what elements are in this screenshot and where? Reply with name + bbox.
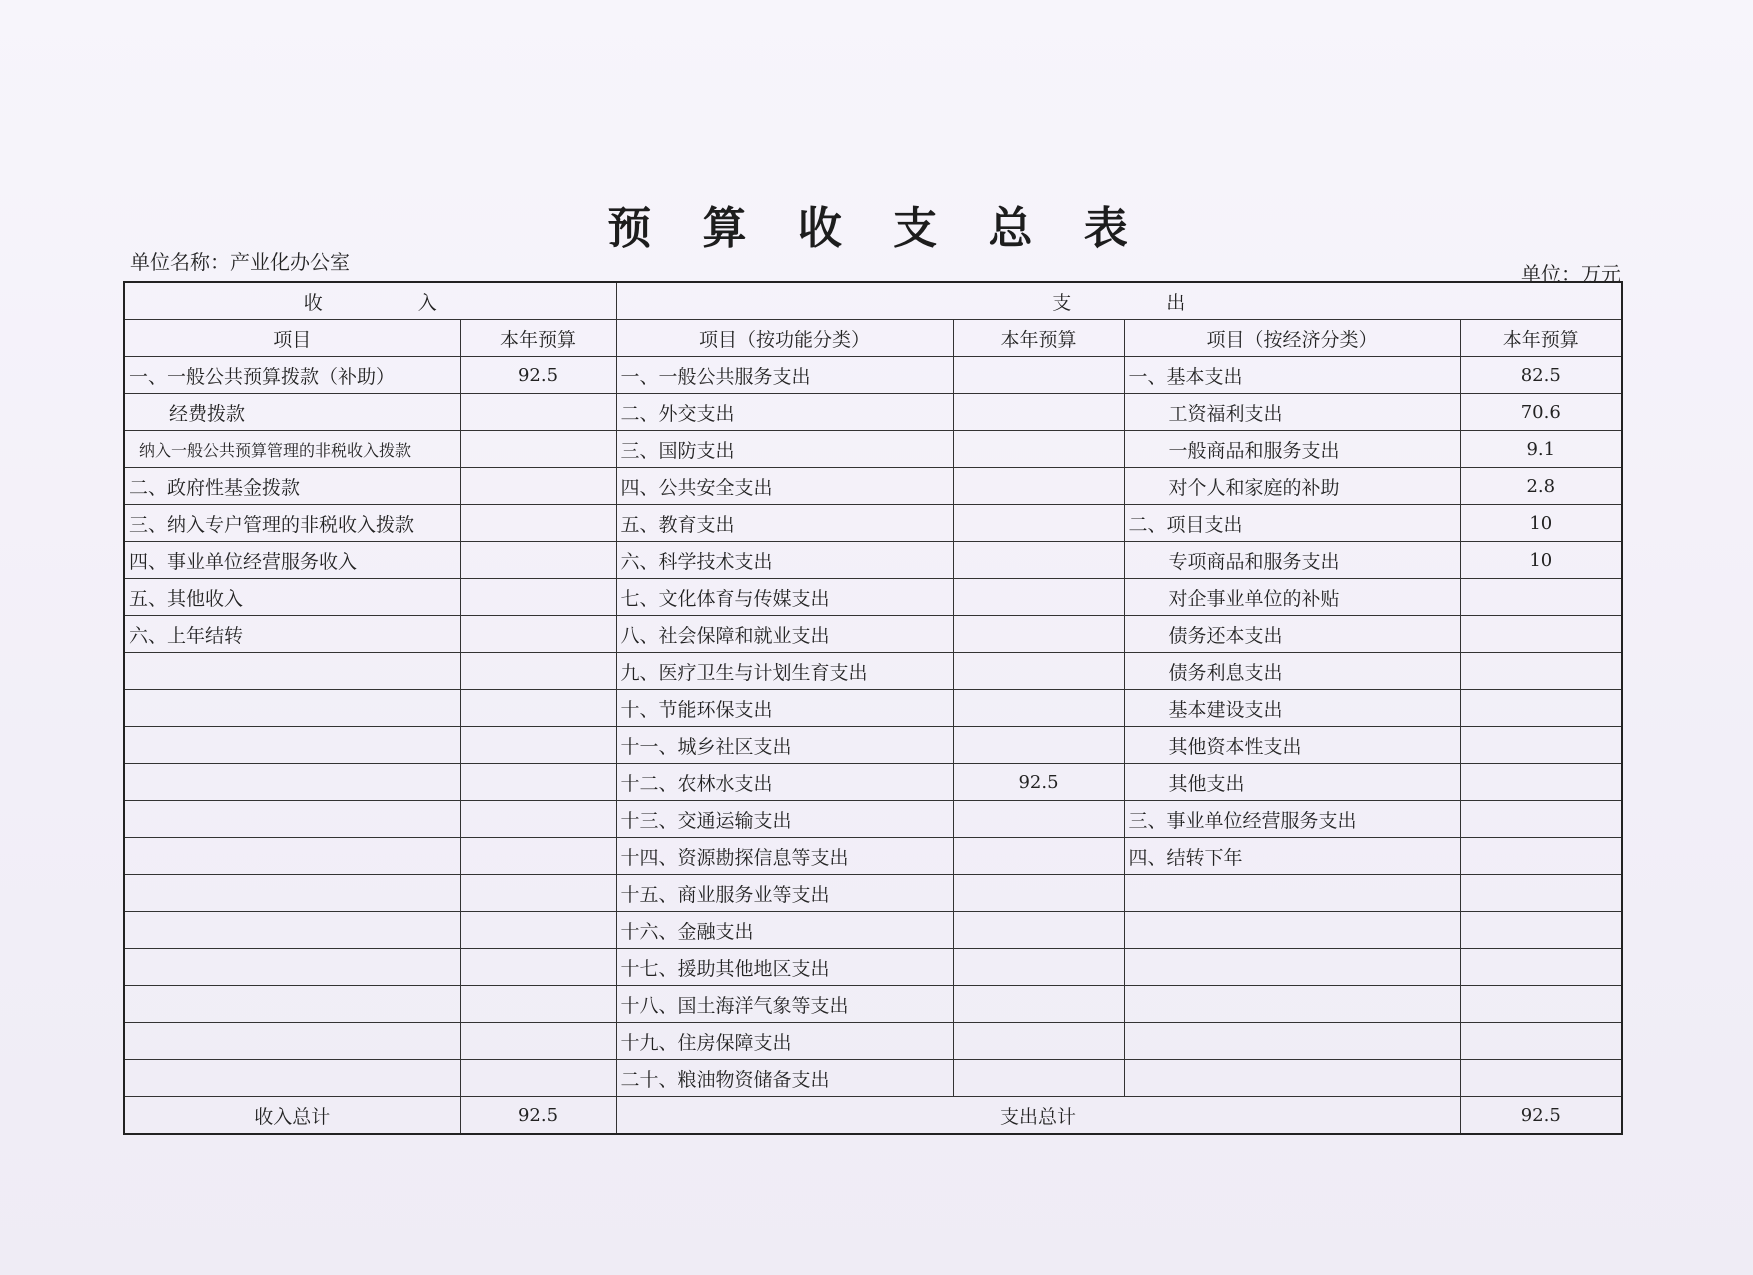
func-value-cell xyxy=(953,357,1124,394)
income-value-cell xyxy=(460,727,616,764)
table-row xyxy=(124,727,1622,764)
income-value-cell xyxy=(460,653,616,690)
table-row xyxy=(124,764,1622,801)
func-item-cell: 七、文化体育与传媒支出 xyxy=(616,579,953,616)
econ-item-cell xyxy=(1124,1060,1460,1097)
func-item-cell: 十七、援助其他地区支出 xyxy=(616,949,953,986)
income-item-cell xyxy=(124,727,460,764)
func-budget-header: 本年预算 xyxy=(953,320,1124,357)
func-item-cell: 三、国防支出 xyxy=(616,431,953,468)
unit-name: 单位名称：产业化办公室 xyxy=(130,250,350,274)
econ-item-cell: 二、项目支出 xyxy=(1124,505,1460,542)
func-value-cell xyxy=(953,838,1124,875)
table-row xyxy=(124,690,1622,727)
expense-total-label: 支出总计 xyxy=(616,1097,1460,1135)
func-item-cell: 二、外交支出 xyxy=(616,394,953,431)
func-value-cell xyxy=(953,394,1124,431)
econ-value-cell xyxy=(1460,912,1622,949)
income-item-cell: 经费拨款 xyxy=(124,394,460,431)
table-row xyxy=(124,1023,1622,1060)
econ-value-cell xyxy=(1460,616,1622,653)
budget-table xyxy=(123,281,1623,1135)
table-row xyxy=(124,357,1622,394)
income-value-cell xyxy=(460,394,616,431)
income-value-cell xyxy=(460,579,616,616)
func-value-cell xyxy=(953,1060,1124,1097)
econ-value-cell xyxy=(1460,875,1622,912)
func-value-cell xyxy=(953,542,1124,579)
income-value-cell xyxy=(460,616,616,653)
econ-value-cell: 10 xyxy=(1460,505,1622,542)
income-value-cell xyxy=(460,838,616,875)
table-row xyxy=(124,616,1622,653)
func-item-cell: 六、科学技术支出 xyxy=(616,542,953,579)
func-value-cell xyxy=(953,727,1124,764)
income-value-cell xyxy=(460,431,616,468)
func-item-cell: 十一、城乡社区支出 xyxy=(616,727,953,764)
func-value-cell xyxy=(953,579,1124,616)
econ-item-cell: 其他支出 xyxy=(1124,764,1460,801)
econ-value-cell: 9.1 xyxy=(1460,431,1622,468)
income-item-cell: 二、政府性基金拨款 xyxy=(124,468,460,505)
table-row xyxy=(124,542,1622,579)
func-value-cell xyxy=(953,986,1124,1023)
income-item-cell xyxy=(124,1023,460,1060)
income-total-label: 收入总计 xyxy=(124,1097,460,1135)
func-item-cell: 一、一般公共服务支出 xyxy=(616,357,953,394)
econ-item-cell: 债务还本支出 xyxy=(1124,616,1460,653)
econ-item-cell xyxy=(1124,986,1460,1023)
income-item-cell xyxy=(124,986,460,1023)
income-item-cell: 三、纳入专户管理的非税收入拨款 xyxy=(124,505,460,542)
income-value-cell xyxy=(460,986,616,1023)
func-item-cell: 十八、国土海洋气象等支出 xyxy=(616,986,953,1023)
func-item-cell: 九、医疗卫生与计划生育支出 xyxy=(616,653,953,690)
func-item-cell: 四、公共安全支出 xyxy=(616,468,953,505)
income-item-header: 项目 xyxy=(124,320,460,357)
income-value-cell xyxy=(460,949,616,986)
header-row-columns xyxy=(124,320,1622,357)
income-value-cell xyxy=(460,505,616,542)
econ-value-cell: 10 xyxy=(1460,542,1622,579)
func-value-cell: 92.5 xyxy=(953,764,1124,801)
func-item-cell: 十三、交通运输支出 xyxy=(616,801,953,838)
econ-value-cell xyxy=(1460,653,1622,690)
econ-value-cell xyxy=(1460,579,1622,616)
func-value-cell xyxy=(953,949,1124,986)
income-value-cell xyxy=(460,875,616,912)
func-value-cell xyxy=(953,690,1124,727)
func-value-cell xyxy=(953,431,1124,468)
econ-item-cell: 专项商品和服务支出 xyxy=(1124,542,1460,579)
econ-value-cell xyxy=(1460,838,1622,875)
income-value-cell xyxy=(460,912,616,949)
econ-item-cell xyxy=(1124,875,1460,912)
table-row xyxy=(124,949,1622,986)
income-item-cell: 四、事业单位经营服务收入 xyxy=(124,542,460,579)
func-item-cell: 十九、住房保障支出 xyxy=(616,1023,953,1060)
econ-item-cell: 对企事业单位的补贴 xyxy=(1124,579,1460,616)
income-item-cell: 五、其他收入 xyxy=(124,579,460,616)
econ-item-cell: 工资福利支出 xyxy=(1124,394,1460,431)
table-row xyxy=(124,1060,1622,1097)
income-header: 收 入 xyxy=(124,282,616,320)
func-value-cell xyxy=(953,801,1124,838)
table-row xyxy=(124,468,1622,505)
table-row xyxy=(124,431,1622,468)
func-item-header: 项目（按功能分类） xyxy=(616,320,953,357)
table-row xyxy=(124,986,1622,1023)
table-row xyxy=(124,801,1622,838)
income-item-cell xyxy=(124,653,460,690)
econ-item-cell xyxy=(1124,949,1460,986)
econ-item-cell: 一般商品和服务支出 xyxy=(1124,431,1460,468)
econ-value-cell xyxy=(1460,986,1622,1023)
func-value-cell xyxy=(953,505,1124,542)
func-value-cell xyxy=(953,1023,1124,1060)
table-row xyxy=(124,875,1622,912)
income-item-cell xyxy=(124,764,460,801)
income-item-cell xyxy=(124,838,460,875)
econ-item-cell xyxy=(1124,1023,1460,1060)
page-title: 预 算 收 支 总 表 xyxy=(607,203,1146,254)
income-budget-header: 本年预算 xyxy=(460,320,616,357)
income-value-cell xyxy=(460,1060,616,1097)
econ-item-cell: 其他资本性支出 xyxy=(1124,727,1460,764)
econ-item-cell xyxy=(1124,912,1460,949)
income-value-cell xyxy=(460,542,616,579)
income-item-cell xyxy=(124,1060,460,1097)
income-value-cell xyxy=(460,764,616,801)
econ-value-cell: 70.6 xyxy=(1460,394,1622,431)
table-row xyxy=(124,653,1622,690)
econ-budget-header: 本年预算 xyxy=(1460,320,1622,357)
func-value-cell xyxy=(953,912,1124,949)
table-row xyxy=(124,579,1622,616)
income-value-cell xyxy=(460,690,616,727)
income-value-cell xyxy=(460,1023,616,1060)
func-item-cell: 八、社会保障和就业支出 xyxy=(616,616,953,653)
income-item-cell xyxy=(124,912,460,949)
income-value-cell xyxy=(460,801,616,838)
econ-value-cell xyxy=(1460,690,1622,727)
func-item-cell: 二十、粮油物资储备支出 xyxy=(616,1060,953,1097)
func-item-cell: 十四、资源勘探信息等支出 xyxy=(616,838,953,875)
func-value-cell xyxy=(953,468,1124,505)
econ-value-cell xyxy=(1460,727,1622,764)
econ-item-header: 项目（按经济分类） xyxy=(1124,320,1460,357)
econ-item-cell: 对个人和家庭的补助 xyxy=(1124,468,1460,505)
income-item-cell xyxy=(124,690,460,727)
expense-header: 支 出 xyxy=(616,282,1622,320)
econ-value-cell xyxy=(1460,949,1622,986)
func-item-cell: 十六、金融支出 xyxy=(616,912,953,949)
func-value-cell xyxy=(953,616,1124,653)
currency-unit: 单位：万元 xyxy=(1521,262,1621,286)
table-row xyxy=(124,912,1622,949)
income-value-cell: 92.5 xyxy=(460,357,616,394)
func-value-cell xyxy=(953,875,1124,912)
income-value-cell xyxy=(460,468,616,505)
totals-row xyxy=(124,1097,1622,1135)
expense-total-value: 92.5 xyxy=(1460,1097,1622,1135)
income-item-cell: 一、一般公共预算拨款（补助） xyxy=(124,357,460,394)
econ-value-cell xyxy=(1460,764,1622,801)
table-row xyxy=(124,394,1622,431)
header-row-sections xyxy=(124,282,1622,320)
econ-item-cell: 一、基本支出 xyxy=(1124,357,1460,394)
econ-value-cell: 82.5 xyxy=(1460,357,1622,394)
income-item-cell xyxy=(124,949,460,986)
table-row xyxy=(124,505,1622,542)
func-item-cell: 十、节能环保支出 xyxy=(616,690,953,727)
func-value-cell xyxy=(953,653,1124,690)
econ-item-cell: 四、结转下年 xyxy=(1124,838,1460,875)
table-row xyxy=(124,838,1622,875)
income-total-value: 92.5 xyxy=(460,1097,616,1135)
econ-item-cell: 基本建设支出 xyxy=(1124,690,1460,727)
income-item-cell xyxy=(124,801,460,838)
econ-item-cell: 三、事业单位经营服务支出 xyxy=(1124,801,1460,838)
econ-value-cell xyxy=(1460,801,1622,838)
income-item-cell xyxy=(124,875,460,912)
econ-value-cell: 2.8 xyxy=(1460,468,1622,505)
econ-item-cell: 债务利息支出 xyxy=(1124,653,1460,690)
income-item-cell: 纳入一般公共预算管理的非税收入拨款 xyxy=(124,431,460,468)
func-item-cell: 十五、商业服务业等支出 xyxy=(616,875,953,912)
func-item-cell: 十二、农林水支出 xyxy=(616,764,953,801)
econ-value-cell xyxy=(1460,1023,1622,1060)
func-item-cell: 五、教育支出 xyxy=(616,505,953,542)
income-item-cell: 六、上年结转 xyxy=(124,616,460,653)
econ-value-cell xyxy=(1460,1060,1622,1097)
